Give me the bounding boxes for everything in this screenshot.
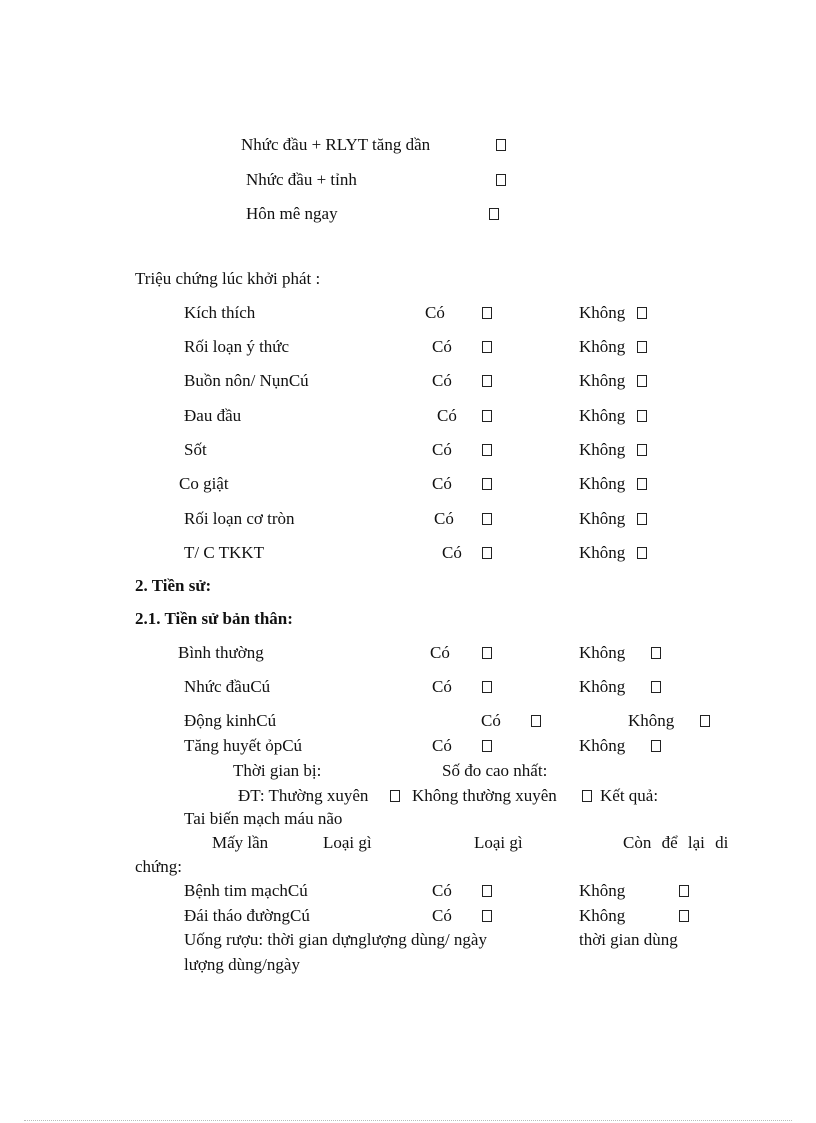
yes-checkbox[interactable] [482, 513, 492, 525]
no-label: Không [579, 509, 626, 528]
yes-checkbox[interactable] [482, 307, 492, 319]
no-label: Không [579, 474, 626, 493]
yes-checkbox[interactable] [482, 341, 492, 353]
heart-disease-label: Bệnh tim mạchCú [184, 881, 308, 900]
yes-label: Có [481, 711, 501, 730]
no-label: Không [579, 677, 626, 696]
no-checkbox[interactable] [637, 307, 647, 319]
no-checkbox[interactable] [637, 513, 647, 525]
no-checkbox[interactable] [637, 444, 647, 456]
symptom-row-label: T/ C TKKT [184, 543, 264, 562]
onset-item-conscious: Nhức đầu + tỉnh [246, 170, 357, 189]
treatment-irregular-label: Không thường xuyên [412, 786, 557, 805]
no-label: Không [579, 906, 626, 925]
history-row-label: Bình thường [178, 643, 264, 662]
checkbox-coma[interactable] [489, 208, 499, 220]
treatment-regular-label: ĐT: Thường xuyên [238, 786, 369, 805]
stroke-type-label: Loại gì [474, 833, 523, 852]
no-checkbox[interactable] [637, 547, 647, 559]
history-heading: 2. Tiền sử: [135, 576, 212, 595]
symptom-row-label: Co giật [179, 474, 229, 493]
no-checkbox[interactable] [651, 740, 661, 752]
no-label: Không [579, 543, 626, 562]
no-label: Không [579, 303, 626, 322]
yes-label: Có [425, 303, 445, 322]
yes-checkbox[interactable] [482, 647, 492, 659]
no-label: Không [579, 881, 626, 900]
no-label: Không [579, 406, 626, 425]
no-label: Không [579, 337, 626, 356]
diabetes-label: Đái tháo đườngCú [184, 906, 310, 925]
yes-label: Có [432, 337, 452, 356]
page-bottom-divider [24, 1120, 792, 1121]
yes-checkbox[interactable] [482, 410, 492, 422]
no-checkbox[interactable] [637, 410, 647, 422]
no-checkbox[interactable] [637, 375, 647, 387]
stroke-label: Tai biến mạch máu não [184, 809, 343, 828]
no-label: Không [628, 711, 675, 730]
no-checkbox[interactable] [637, 341, 647, 353]
yes-checkbox[interactable] [482, 885, 492, 897]
yes-label: Có [432, 736, 452, 755]
no-checkbox[interactable] [651, 647, 661, 659]
no-label: Không [579, 736, 626, 755]
onset-symptoms-heading: Triệu chứng lúc khởi phát : [135, 269, 321, 288]
yes-checkbox[interactable] [531, 715, 541, 727]
duration-label: Thời gian bị: [233, 761, 322, 780]
yes-label: Có [432, 906, 452, 925]
yes-label: Có [432, 474, 452, 493]
treatment-regular-checkbox[interactable] [390, 790, 400, 802]
symptom-row-label: Rối loạn cơ tròn [184, 509, 295, 528]
symptom-row-label: Kích thích [184, 303, 256, 322]
max-measure-label: Số đo cao nhất: [442, 761, 548, 780]
alcohol-duration-label: thời gian dùng [579, 930, 678, 949]
onset-item-coma: Hôn mê ngay [246, 204, 338, 223]
yes-checkbox[interactable] [482, 444, 492, 456]
yes-checkbox[interactable] [482, 681, 492, 693]
no-label: Không [579, 371, 626, 390]
yes-label: Có [432, 371, 452, 390]
symptom-row-label: Rối loạn ý thức [184, 337, 290, 356]
no-label: Không [579, 440, 626, 459]
symptom-row-label: Buồn nôn/ NụnCú [184, 371, 309, 390]
history-row-label: Động kinhCú [184, 711, 277, 730]
checkbox-progressive[interactable] [496, 139, 506, 151]
yes-checkbox[interactable] [482, 547, 492, 559]
no-checkbox[interactable] [679, 910, 689, 922]
yes-label: Có [432, 677, 452, 696]
alcohol-label: Uống rượu: thời gian dựnglượng dùng/ ngày [184, 930, 487, 949]
yes-label: Có [432, 440, 452, 459]
no-label: Không [579, 643, 626, 662]
yes-checkbox[interactable] [482, 910, 492, 922]
sequelae-label: Còn để lại di [623, 833, 729, 852]
yes-label: Có [430, 643, 450, 662]
personal-history-heading: 2.1. Tiền sử bản thân: [135, 609, 293, 628]
history-row-label: Nhức đầuCú [184, 677, 271, 696]
no-checkbox[interactable] [637, 478, 647, 490]
alcohol-amount-label: lượng dùng/ngày [184, 955, 300, 974]
symptom-row-label: Sốt [184, 440, 207, 459]
yes-label: Có [442, 543, 462, 562]
yes-label: Có [437, 406, 457, 425]
treatment-irregular-checkbox[interactable] [582, 790, 592, 802]
no-checkbox[interactable] [679, 885, 689, 897]
stroke-times-label: Mấy lần [212, 833, 269, 852]
yes-checkbox[interactable] [482, 740, 492, 752]
onset-item-progressive: Nhức đầu + RLYT tăng dần [241, 135, 431, 154]
yes-checkbox[interactable] [482, 478, 492, 490]
checkbox-conscious[interactable] [496, 174, 506, 186]
no-checkbox[interactable] [651, 681, 661, 693]
yes-label: Có [434, 509, 454, 528]
result-label: Kết quả: [600, 786, 659, 805]
sequelae-continuation: chứng: [135, 857, 182, 876]
symptom-row-label: Đau đầu [184, 406, 242, 425]
yes-label: Có [432, 881, 452, 900]
no-checkbox[interactable] [700, 715, 710, 727]
yes-checkbox[interactable] [482, 375, 492, 387]
history-row-label: Tăng huyết ỏpCú [184, 736, 303, 755]
stroke-type-label: Loại gì [323, 833, 372, 852]
